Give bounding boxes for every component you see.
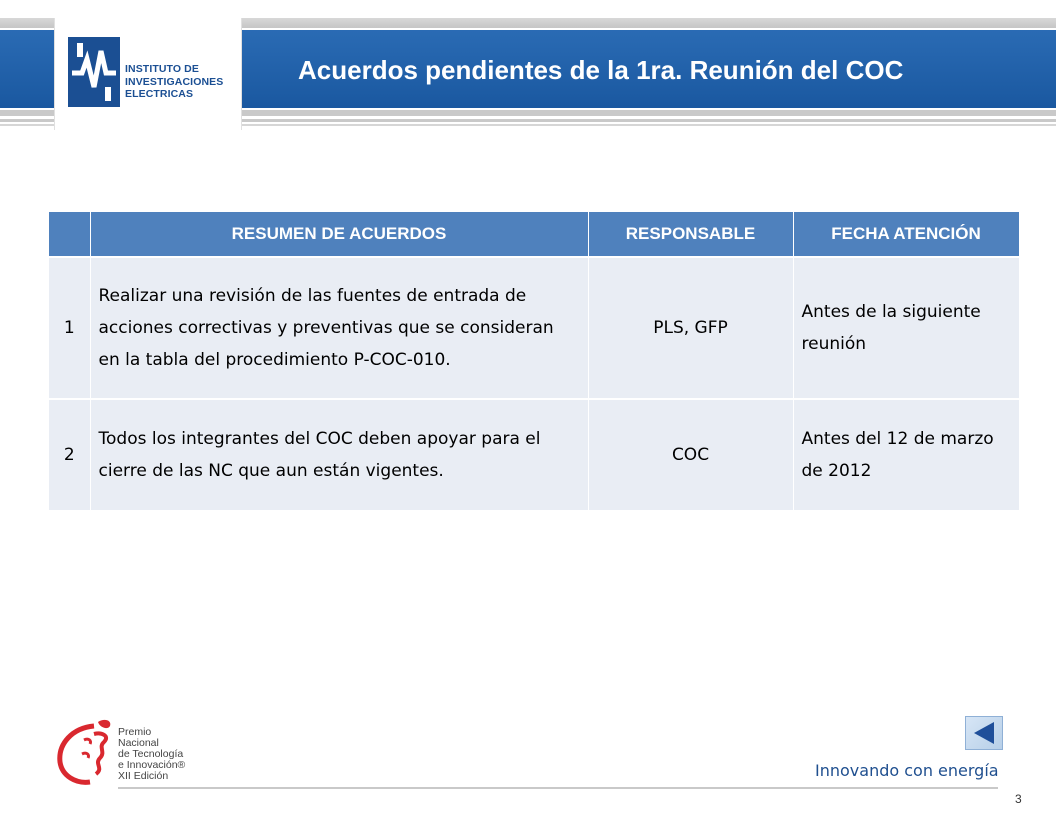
institute-name-line: INSTITUTO DE <box>125 63 199 75</box>
row-date: Antes del 12 de marzo de 2012 <box>793 399 1019 510</box>
agreements-table <box>49 212 1020 510</box>
row-summary: Todos los integrantes del COC deben apoyar para el cierre de las NC que aun están vigentes. <box>90 399 588 510</box>
page-title: Acuerdos pendientes de la 1ra. Reunión del COC <box>298 55 904 85</box>
iie-logo-icon <box>68 37 120 107</box>
back-arrow-icon <box>966 717 1002 749</box>
institute-logo <box>55 18 241 130</box>
header-cell-summary: RESUMEN DE ACUERDOS <box>90 212 588 257</box>
row-responsible: PLS, GFP <box>588 257 793 399</box>
header-cell-date: FECHA ATENCIÓN <box>793 212 1019 257</box>
table-header-row <box>49 212 1019 257</box>
row-summary: Realizar una revisión de las fuentes de entrada de acciones correctivas y preventivas que se consideran en la tabla del procedimiento P-COC-010. <box>90 257 588 399</box>
premio-line: e Innovación® <box>118 759 186 771</box>
tagline: Innovando con energía <box>815 761 999 780</box>
table-row <box>49 399 1019 510</box>
row-responsible: COC <box>588 399 793 510</box>
premio-line: XII Edición <box>118 770 169 782</box>
header-cell-number <box>49 212 90 257</box>
institute-name <box>125 63 223 101</box>
premio-line: Premio <box>118 726 152 738</box>
institute-name-line: INVESTIGACIONES <box>125 75 224 88</box>
back-button[interactable] <box>965 716 1003 750</box>
row-number: 2 <box>49 399 90 510</box>
institute-name-line: ELECTRICAS <box>125 88 194 100</box>
row-number: 1 <box>49 257 90 399</box>
header-cell-responsible: RESPONSABLE <box>588 212 793 257</box>
page-number: 3 <box>1015 792 1022 806</box>
footer-rule <box>118 787 998 789</box>
table-row <box>49 257 1019 399</box>
premio-line: Nacional <box>118 737 159 749</box>
row-date: Antes de la siguiente reunión <box>793 257 1019 399</box>
premio-line: de Tecnología <box>118 748 184 760</box>
premio-label <box>118 727 185 782</box>
